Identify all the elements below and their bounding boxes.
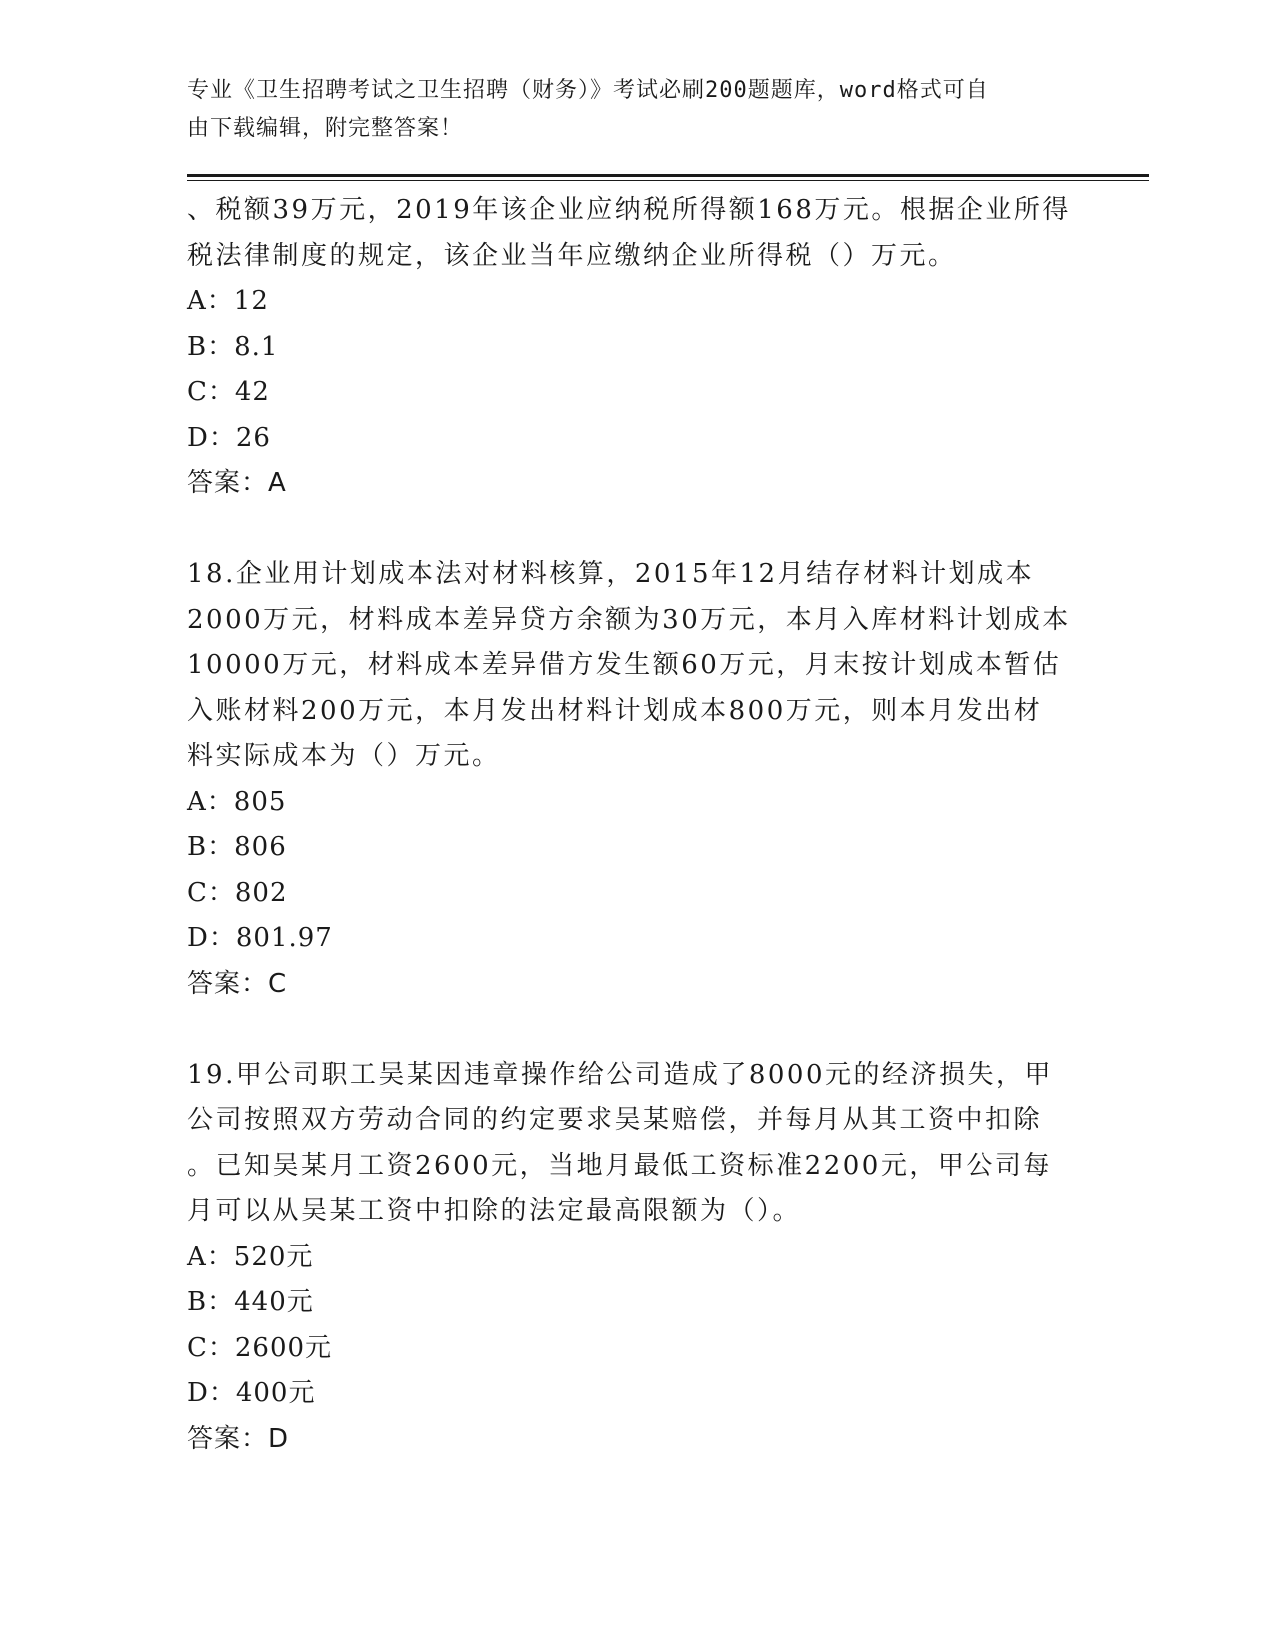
question-17-answer: 答案：A <box>187 468 287 498</box>
question-18-option-c: C：802 <box>187 877 288 908</box>
question-19-option-c: C：2600元 <box>187 1332 333 1363</box>
question-17-option-b: B：8.1 <box>187 331 279 362</box>
question-17-text-line-2: 税法律制度的规定，该企业当年应缴纳企业所得税（）万元。 <box>187 240 957 271</box>
document-header <box>187 72 1067 148</box>
question-18-option-b: B：806 <box>187 832 287 862</box>
question-19-text-line-2: 公司按照双方劳动合同的约定要求吴某赔偿，并每月从其工资中扣除 <box>187 1105 1043 1135</box>
header-line-2: 由下载编辑，附完整答案！ <box>187 116 464 141</box>
question-19-option-b: B：440元 <box>187 1287 314 1317</box>
question-19-text-line-4: 月可以从吴某工资中扣除的法定最高限额为（）。 <box>187 1196 802 1226</box>
header-divider-thin <box>187 180 1149 181</box>
question-18-text-line-4: 入账材料200万元，本月发出材料计划成本800万元，则本月发出材 <box>187 695 1043 726</box>
question-19-text-line-3: 。已知吴某月工资2600元，当地月最低工资标准2200元，甲公司每 <box>187 1150 1052 1181</box>
question-17-option-c: C：42 <box>187 377 270 407</box>
header-divider-thick <box>187 174 1149 177</box>
question-19 <box>187 1053 1087 1462</box>
question-spacer <box>187 1007 1087 1053</box>
question-19-option-a: A：520元 <box>187 1241 314 1272</box>
question-18-option-d: D：801.97 <box>187 923 333 953</box>
question-19-option-d: D：400元 <box>187 1378 316 1408</box>
question-17-option-d: D：26 <box>187 422 271 453</box>
question-17 <box>187 188 1087 506</box>
question-18-option-a: A：805 <box>187 786 287 817</box>
question-17-text-line-1: 、税额39万元，2019年该企业应纳税所得额168万元。根据企业所得 <box>187 195 1071 225</box>
question-18-text-line-3: 10000万元，材料成本差异借方发生额60万元，月末按计划成本暂估 <box>187 650 1062 680</box>
question-18-answer: 答案：C <box>187 968 288 999</box>
question-spacer <box>187 506 1087 552</box>
question-18-text-line-5: 料实际成本为（）万元。 <box>187 741 501 771</box>
question-19-answer: 答案：D <box>187 1423 290 1454</box>
question-18-text-line-1: 18.企业用计划成本法对材料核算，2015年12月结存材料计划成本 <box>187 559 1035 589</box>
header-line-1: 专业《卫生招聘考试之卫生招聘（财务）》考试必刷200题题库，word格式可自 <box>187 78 989 103</box>
question-17-option-a: A：12 <box>187 286 269 316</box>
question-19-text-line-1: 19.甲公司职工吴某因违章操作给公司造成了8000元的经济损失，甲 <box>187 1059 1054 1090</box>
question-list <box>187 188 1087 1462</box>
question-18 <box>187 552 1087 1007</box>
question-18-text-line-2: 2000万元，材料成本差异贷方余额为30万元，本月入库材料计划成本 <box>187 604 1071 635</box>
